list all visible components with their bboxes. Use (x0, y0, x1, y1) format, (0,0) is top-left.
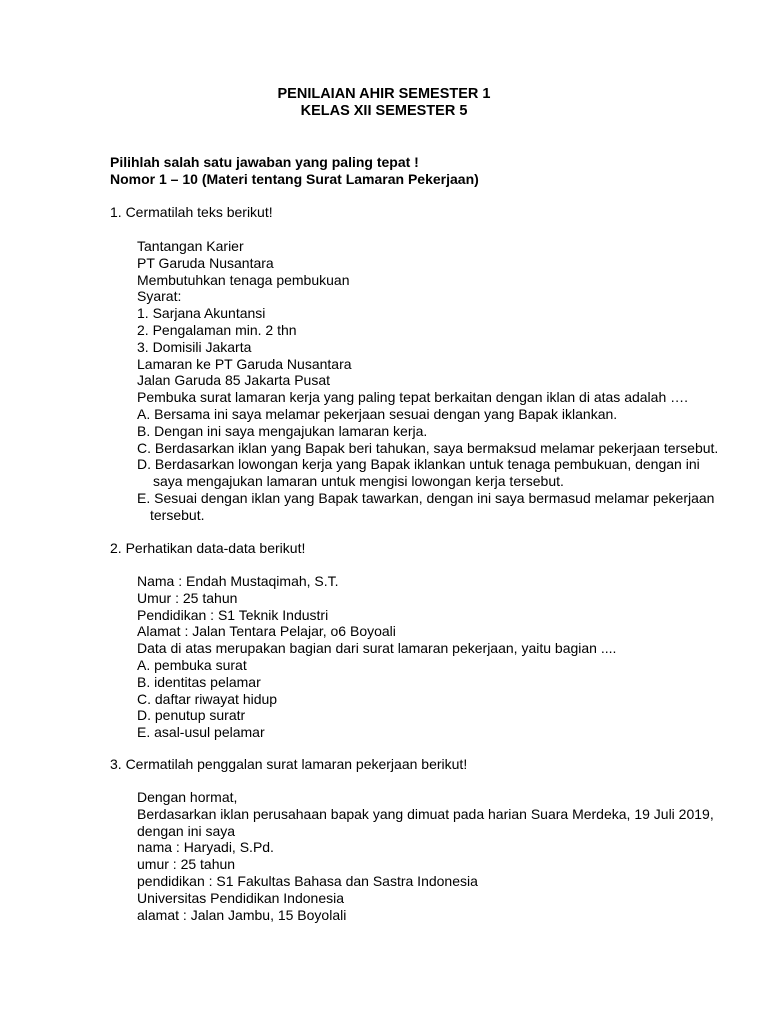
q1-text-line: Membutuhkan tenaga pembukuan (137, 271, 350, 288)
q1-text-line: PT Garuda Nusantara (137, 254, 274, 271)
question-1-prompt (110, 204, 273, 221)
question-2-prompt (110, 540, 305, 557)
q1-option-e-continued: tersebut. (150, 506, 205, 523)
question-3-prompt (110, 756, 467, 773)
title-line-1: PENILAIAN AHIR SEMESTER 1 (277, 86, 491, 102)
q2-option-d: D. penutup suratr (137, 707, 246, 724)
q2-text-line: Nama : Endah Mustaqimah, S.T. (137, 573, 339, 589)
question-2-body (137, 573, 616, 741)
q1-text-line: Syarat: (137, 288, 182, 305)
q2-text-line: Pendidikan : S1 Teknik Industri (137, 606, 329, 623)
q1-text-line: Tantangan Karier (137, 238, 244, 254)
q1-option-e: E. Sesuai dengan iklan yang Bapak tawarkan, dengan ini saya bermasud melamar pekerjaan (137, 489, 715, 506)
q1-text-line: 1. Sarjana Akuntansi (137, 305, 266, 322)
question-prompt: 3. Cermatilah penggalan surat lamaran pekerjaan berikut! (110, 756, 468, 772)
q3-text-line: Universitas Pendidikan Indonesia (137, 889, 345, 906)
question-3-body (137, 789, 714, 923)
q2-option-c: C. daftar riwayat hidup (137, 690, 278, 707)
q1-question: Pembuka surat lamaran kerja yang paling tepat berkaitan dengan iklan di atas adalah …. (137, 389, 689, 406)
q1-text-line: Lamaran ke PT Garuda Nusantara (137, 355, 352, 372)
instruction-line-2: Nomor 1 – 10 (Materi tentang Surat Lamaran Pekerjaan) (110, 171, 479, 187)
q2-option-e: E. asal-usul pelamar (137, 724, 265, 741)
q3-text-line: nama : Haryadi, S.Pd. (137, 839, 274, 856)
q2-text-line: Umur : 25 tahun (137, 589, 238, 606)
q1-text-line: 3. Domisili Jakarta (137, 338, 252, 355)
q1-text-line: 2. Pengalaman min. 2 thn (137, 321, 297, 338)
q1-option-a: A. Bersama ini saya melamar pekerjaan sesuai dengan yang Bapak iklankan. (137, 405, 618, 422)
q2-text-line: Alamat : Jalan Tentara Pelajar, o6 Boyoali (137, 623, 396, 640)
q3-text-line: umur : 25 tahun (137, 856, 236, 873)
question-prompt: 1. Cermatilah teks berikut! (110, 204, 273, 220)
question-prompt: 2. Perhatikan data-data berikut! (110, 540, 306, 556)
q3-text-line: dengan ini saya (137, 822, 236, 839)
q1-text-line: Jalan Garuda 85 Jakarta Pusat (137, 372, 331, 389)
title-line-2: KELAS XII SEMESTER 5 (300, 103, 468, 119)
q1-option-d-continued: saya mengajukan lamaran untuk mengisi lowongan kerja tersebut. (153, 473, 564, 490)
q1-option-c: C. Berdasarkan iklan yang Bapak beri tahukan, saya bermaksud melamar pekerjaan tersebut. (137, 439, 719, 456)
q1-option-b: B. Dengan ini saya mengajukan lamaran kerja. (137, 422, 428, 439)
q3-text-line: alamat : Jalan Jambu, 15 Boyolali (137, 906, 347, 923)
q3-text-line: Berdasarkan iklan perusahaan bapak yang dimuat pada harian Suara Merdeka, 19 Juli 2019, (137, 805, 714, 822)
q3-text-line: Dengan hormat, (137, 789, 238, 805)
q2-question: Data di atas merupakan bagian dari surat lamaran pekerjaan, yaitu bagian .... (137, 640, 617, 657)
instruction-line-1: Pilihlah salah satu jawaban yang paling tepat ! (110, 154, 419, 170)
q2-option-a: A. pembuka surat (137, 656, 247, 673)
question-1-body (137, 238, 718, 524)
document-title (0, 86, 768, 120)
instructions (110, 154, 479, 188)
q1-option-d: D. Berdasarkan lowongan kerja yang Bapak iklankan untuk tenaga pembukuan, dengan ini (137, 456, 700, 473)
q2-option-b: B. identitas pelamar (137, 673, 261, 690)
q3-text-line: pendidikan : S1 Fakultas Bahasa dan Sastra Indonesia (137, 872, 478, 889)
